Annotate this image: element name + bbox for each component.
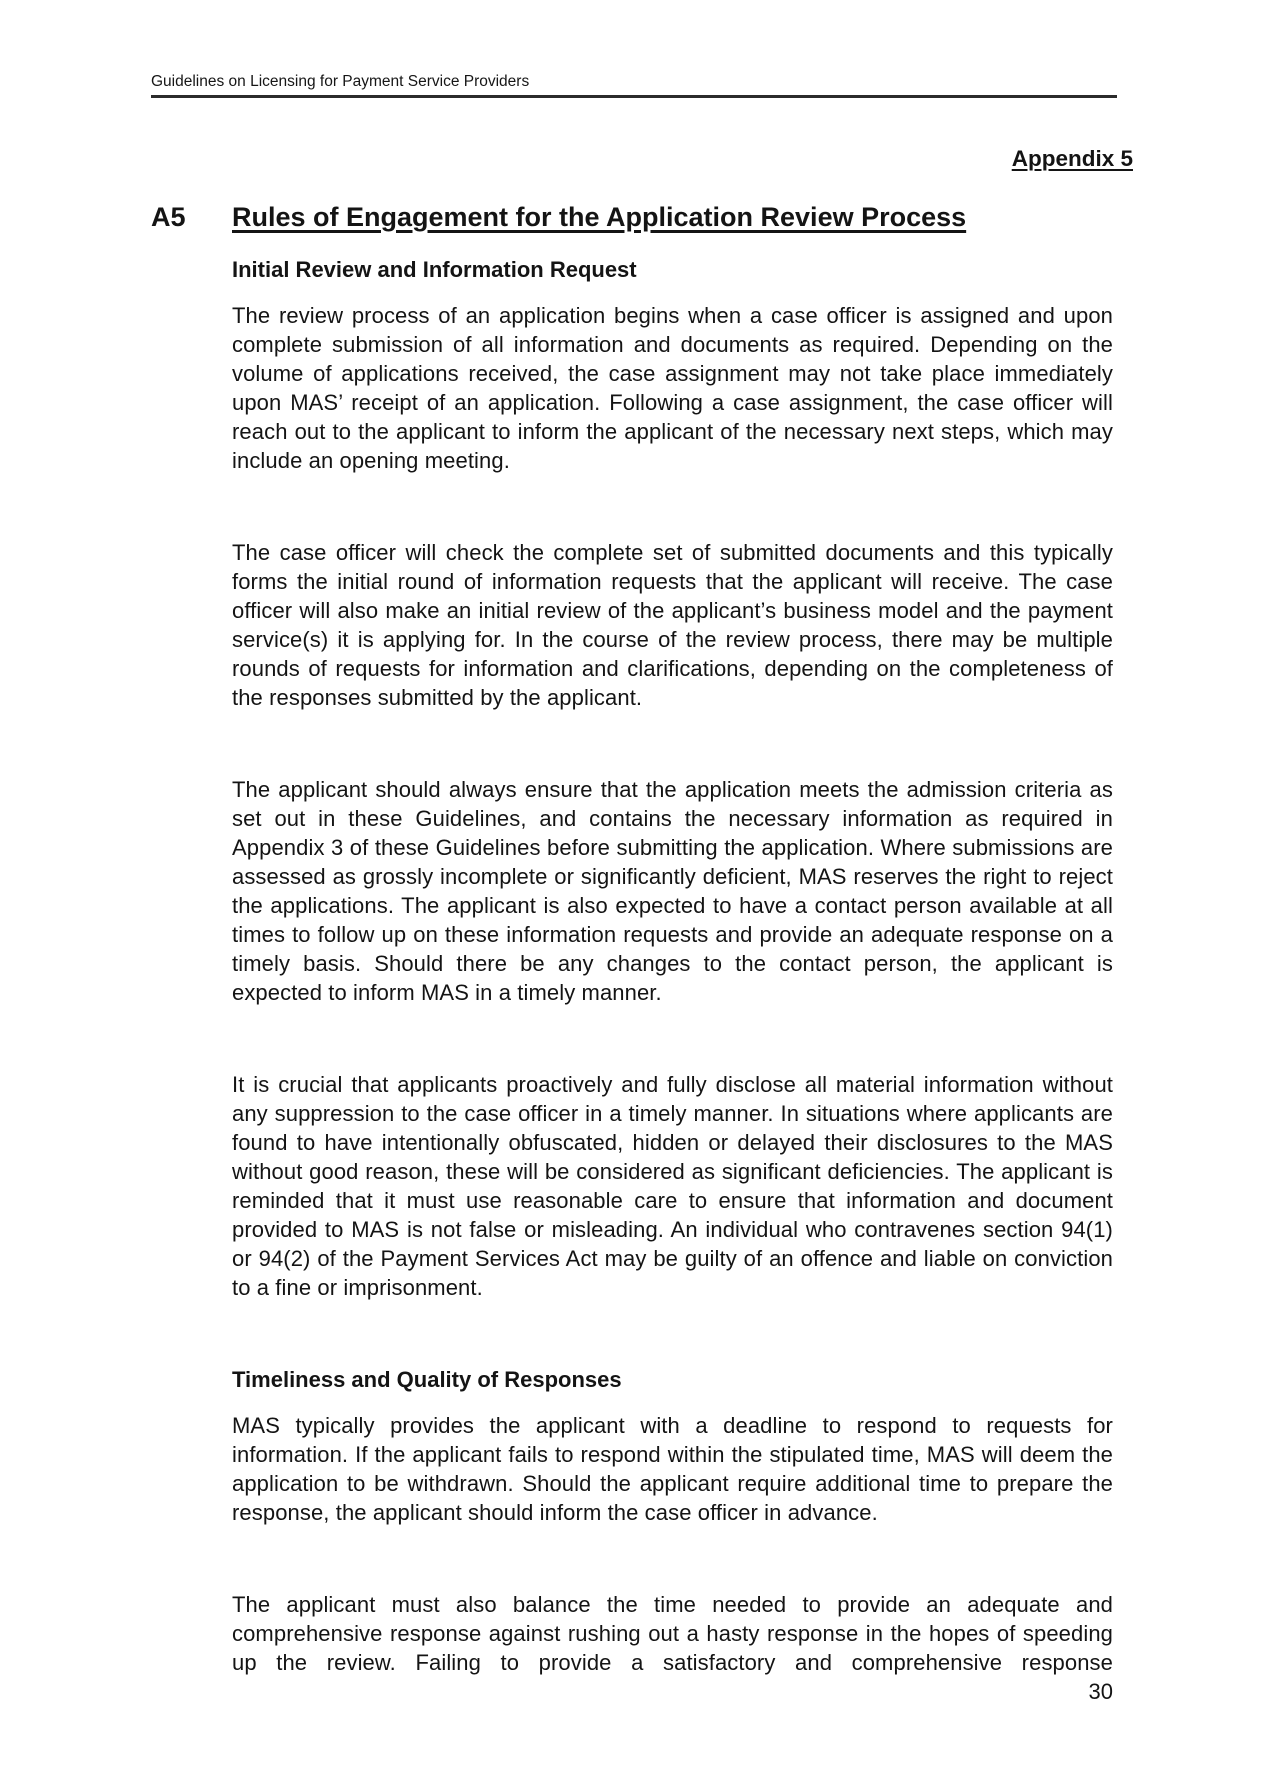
subsection-heading-timeliness: Timeliness and Quality of Responses: [232, 1367, 622, 1392]
body-paragraph: MAS typically provides the applicant with a deadline to respond to requests for information. If the applicant fails to respond within the stipulated time, MAS will deem the application to be withdrawn. Should the applicant require additional time to prepare the response, the applicant should inform the case officer in advance.: [232, 1413, 1113, 1525]
section-title-row: [151, 200, 1117, 234]
body-paragraph: The applicant must also balance the time needed to provide an adequate and comprehensive response against rushing out a hasty response in the hopes of speeding up the review. Failing to provide a satisfactory and comprehensive response: [232, 1592, 1113, 1675]
body-paragraph: The review process of an application begins when a case officer is assigned and upon complete submission of all information and documents as required. Depending on the volume of applications received, the case assignment may not take place immediately upon MAS’ receipt of an application. Following a case assignment, the case officer will reach out to the applicant to inform the applicant of the necessary next steps, which may include an opening meeting.: [232, 303, 1113, 473]
appendix-label: Appendix 5: [1011, 146, 1133, 171]
body-paragraph: It is crucial that applicants proactively and fully disclose all material information without any suppression to the case officer in a timely manner. In situations where applicants are found to have intentionally obfuscated, hidden or delayed their disclosures to the MAS without good reason, these will be considered as significant deficiencies. The applicant is reminded that it must use reasonable care to ensure that information and document provided to MAS is not false or misleading. An individual who contravenes section 94(1) or 94(2) of the Payment Services Act may be guilty of an offence and liable on conviction to a fine or imprisonment.: [232, 1072, 1113, 1300]
page-header: [151, 72, 1117, 98]
document-body: [232, 255, 1113, 1677]
section-number: A5: [151, 202, 186, 232]
document-page: [151, 0, 1133, 1791]
subsection-heading-initial-review: Initial Review and Information Request: [232, 257, 637, 282]
body-paragraph: The applicant should always ensure that the application meets the admission criteria as set out in these Guidelines, and contains the necessary information as required in Appendix 3 of these Guidelines before submitting the application. Where submissions are assessed as grossly incomplete or significantly deficient, MAS reserves the right to reject the applications. The applicant is also expected to have a contact person available at all times to follow up on these information requests and provide an adequate response on a timely basis. Should there be any changes to the contact person, the applicant is expected to inform MAS in a timely manner.: [232, 777, 1113, 1005]
section-title: Rules of Engagement for the Application Review Process: [232, 202, 967, 232]
page-number: 30: [1088, 1679, 1113, 1704]
header-title: Guidelines on Licensing for Payment Service Providers: [151, 73, 530, 90]
body-paragraph: The case officer will check the complete set of submitted documents and this typically forms the initial round of information requests that the applicant will receive. The case officer will also make an initial review of the applicant’s business model and the payment service(s) it is applying for. In the course of the review process, there may be multiple rounds of requests for information and clarifications, depending on the completeness of the responses submitted by the applicant.: [232, 540, 1113, 710]
